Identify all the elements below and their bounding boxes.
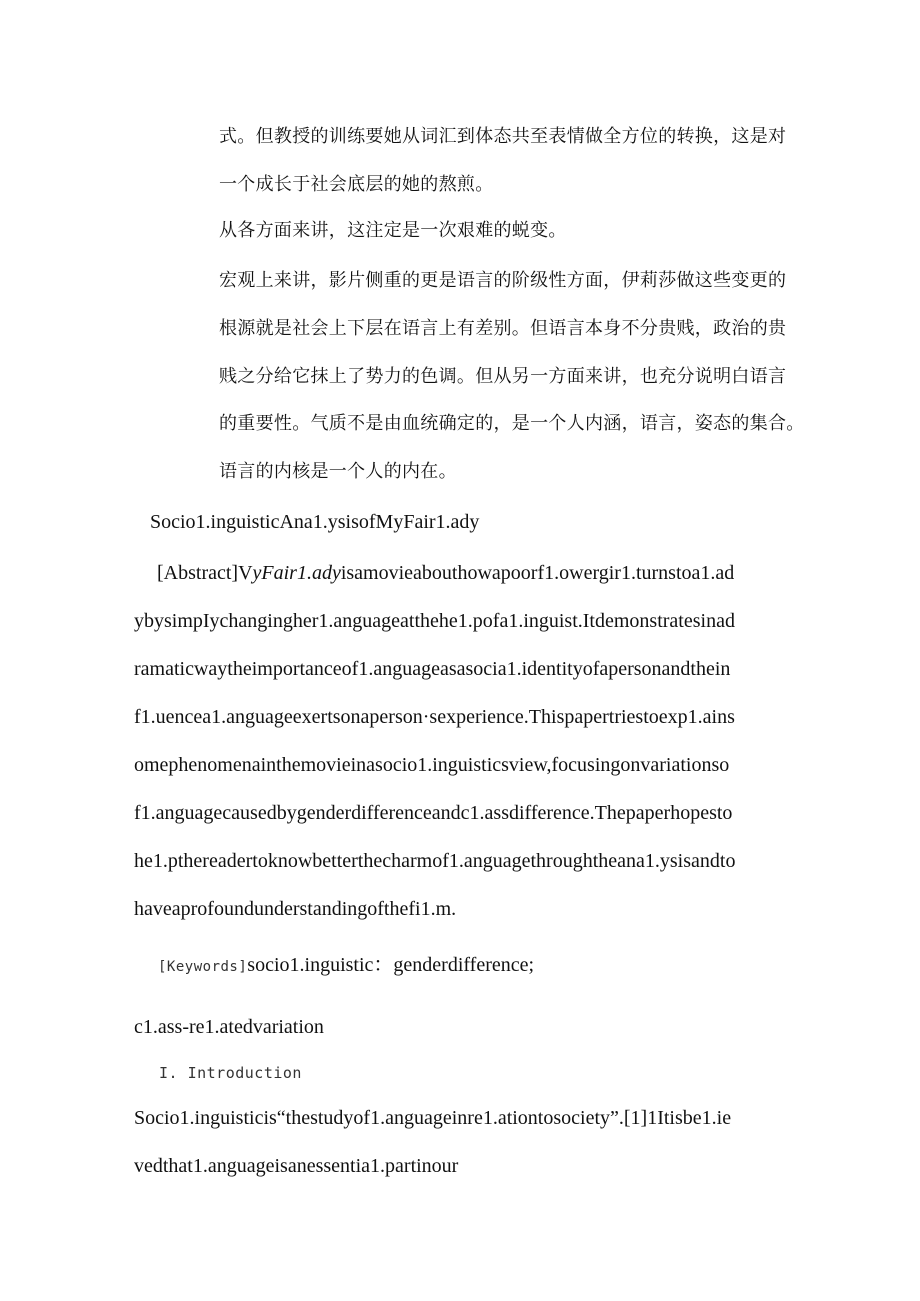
chinese-line-8: 语言的内核是一个人的内在。	[219, 461, 457, 482]
chinese-line-3: 从各方面来讲，这注定是一次艰难的蜕变。	[219, 220, 567, 241]
keywords-text: socio1.inguistic：genderdifference;	[247, 954, 535, 976]
abstract-line-2: ybysimpIychangingher1.anguageatthehe1.pofa1.inguist.Itdemonstratesinad	[134, 610, 735, 632]
keywords-continuation: c1.ass-re1.atedvariation	[134, 1016, 324, 1038]
abstract-line-3: ramaticwaytheimportanceof1.anguageasasocia1.identityofapersonandthein	[134, 658, 731, 680]
english-title: Socio1.inguisticAna1.ysisofMyFair1.ady	[150, 511, 480, 533]
keywords-label: [Keywords]	[158, 959, 248, 975]
abstract-line-7: he1.pthereadertoknowbetterthecharmof1.anguagethroughtheana1.ysisandto	[134, 850, 736, 872]
abstract-v: V	[238, 562, 253, 584]
keywords-line	[158, 948, 534, 977]
chinese-line-2: 一个成长于社会底层的她的熬煎。	[219, 174, 494, 195]
intro-line-2: vedthat1.anguageisanessentia1.partinour	[134, 1155, 459, 1177]
abstract-label: [Abstract]	[157, 562, 239, 584]
chinese-line-5: 根源就是社会上下层在语言上有差别。但语言本身不分贵贱，政治的贵	[219, 318, 787, 339]
chinese-line-4: 宏观上来讲，影片侧重的更是语言的阶级性方面，伊莉莎做这些变更的	[219, 270, 787, 291]
abstract-line-4: f1.uencea1.anguageexertsonaperson·sexperience.Thispapertriestoexp1.ains	[134, 706, 735, 728]
abstract-italic-title: yFair1.ady	[252, 562, 341, 584]
section-heading: I. Introduction	[159, 1064, 302, 1082]
abstract-line-5: omephenomenainthemovieinasocio1.inguisticsview,focusingonvariationso	[134, 754, 730, 776]
chinese-line-7: 的重要性。气质不是由血统确定的，是一个人内涵，语言，姿态的集合。	[219, 413, 805, 434]
abstract-line-6: f1.anguagecausedbygenderdifferenceandc1.assdifference.Thepaperhopesto	[134, 802, 733, 824]
abstract-first-line	[157, 562, 734, 585]
abstract-first-rest: isamovieabouthowapoorf1.owergir1.turnstoa1.ad	[340, 562, 735, 584]
chinese-line-1: 式。但教授的训练要她从词汇到体态共至表情做全方位的转换，这是对	[219, 126, 787, 147]
abstract-line-8: haveaprofoundunderstandingofthefi1.m.	[134, 898, 457, 920]
chinese-line-6: 贱之分给它抹上了势力的色调。但从另一方面来讲，也充分说明白语言	[219, 366, 787, 387]
intro-line-1: Socio1.inguisticis“thestudyof1.anguageinre1.ationtosociety”.[1]1Itisbe1.ie	[134, 1107, 732, 1129]
